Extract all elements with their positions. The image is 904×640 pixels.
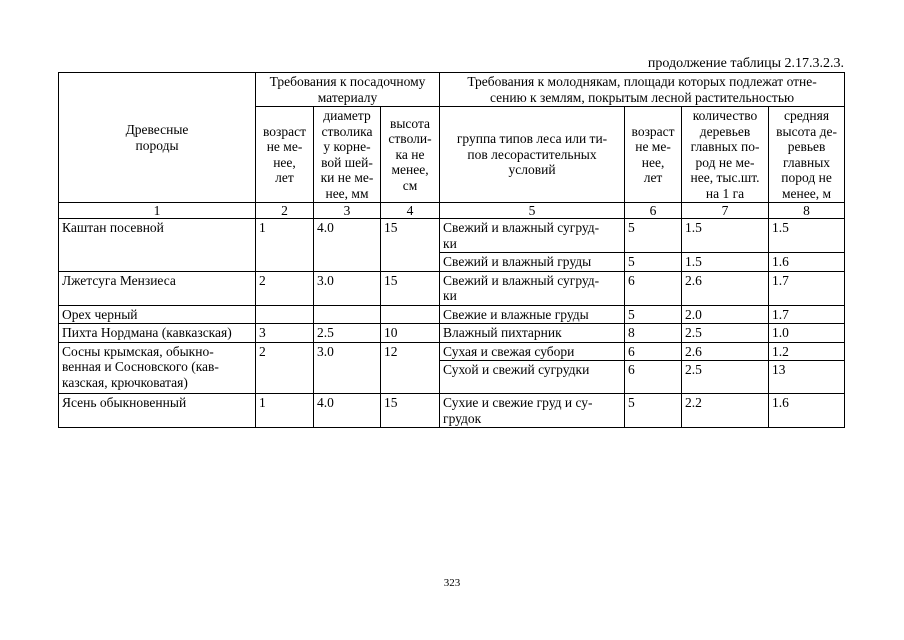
forest-type-cell: Сухие и свежие груд и су- грудок	[440, 394, 625, 428]
header-tree-count: количество деревьев главных по- род не ме- нее, тыс.шт. на 1 га	[682, 107, 769, 203]
forest-type-cell: Свежий и влажный груды	[440, 253, 625, 272]
column-number: 8	[769, 203, 845, 219]
tree-count-cell: 2.6	[682, 271, 769, 305]
species-cell: Орех черный	[59, 305, 256, 324]
table-row	[59, 394, 845, 428]
diameter-cell: 3.0	[314, 271, 381, 305]
species-cell: Каштан посевной	[59, 219, 256, 272]
young-age-cell: 6	[625, 361, 682, 394]
age-cell: 3	[256, 324, 314, 343]
diameter-cell: 2.5	[314, 324, 381, 343]
table-row	[59, 219, 845, 253]
species-cell: Ясень обыкновенный	[59, 394, 256, 428]
column-number: 7	[682, 203, 769, 219]
column-number: 3	[314, 203, 381, 219]
forest-type-cell: Влажный пихтарник	[440, 324, 625, 343]
age-cell: 2	[256, 271, 314, 305]
young-age-cell: 8	[625, 324, 682, 343]
tree-count-cell: 2.5	[682, 361, 769, 394]
header-group-planting: Требования к посадочному материалу	[256, 73, 440, 107]
diameter-cell: 3.0	[314, 342, 381, 394]
column-number: 1	[59, 203, 256, 219]
young-age-cell: 5	[625, 219, 682, 253]
header-group-young: Требования к молоднякам, площади которых подлежат отне- сению к землям, покрытым лесной растительностью	[440, 73, 845, 107]
header-height: высота стволи- ка не менее, см	[381, 107, 440, 203]
young-age-cell: 6	[625, 342, 682, 361]
tree-count-cell: 2.5	[682, 324, 769, 343]
height-cell: 15	[381, 219, 440, 272]
header-average-height: средняя высота де- ревьев главных пород не менее, м	[769, 107, 845, 203]
table-row	[59, 342, 845, 361]
tree-count-cell: 2.6	[682, 342, 769, 361]
species-cell: Сосны крымская, обыкно- венная и Сосновского (кав- казская, крючковатая)	[59, 342, 256, 394]
forest-type-cell: Свежие и влажные груды	[440, 305, 625, 324]
average-height-cell: 1.6	[769, 253, 845, 272]
average-height-cell: 13	[769, 361, 845, 394]
column-number: 2	[256, 203, 314, 219]
forest-type-cell: Сухая и свежая субори	[440, 342, 625, 361]
age-cell: 1	[256, 394, 314, 428]
header-age-young: возраст не ме- нее, лет	[625, 107, 682, 203]
species-cell: Пихта Нордмана (кавказская)	[59, 324, 256, 343]
page-number: 323	[443, 577, 461, 589]
column-number: 4	[381, 203, 440, 219]
table-row	[59, 324, 845, 343]
column-number: 5	[440, 203, 625, 219]
average-height-cell: 1.7	[769, 305, 845, 324]
average-height-cell: 1.6	[769, 394, 845, 428]
height-cell: 12	[381, 342, 440, 394]
column-number: 6	[625, 203, 682, 219]
header-diameter: диаметр стволика у корне- вой шей- ки не ме- нее, мм	[314, 107, 381, 203]
height-cell: 15	[381, 271, 440, 305]
forest-type-cell: Свежий и влажный сугруд- ки	[440, 219, 625, 253]
age-cell: 1	[256, 219, 314, 272]
average-height-cell: 1.5	[769, 219, 845, 253]
species-cell: Лжетсуга Мензиеса	[59, 271, 256, 305]
tree-count-cell: 1.5	[682, 253, 769, 272]
forest-type-cell: Сухой и свежий сугрудки	[440, 361, 625, 394]
species-requirements-table	[58, 72, 845, 428]
diameter-cell: 4.0	[314, 394, 381, 428]
average-height-cell: 1.0	[769, 324, 845, 343]
table-row	[59, 305, 845, 324]
diameter-cell: 4.0	[314, 219, 381, 272]
average-height-cell: 1.2	[769, 342, 845, 361]
young-age-cell: 6	[625, 271, 682, 305]
height-cell	[381, 305, 440, 324]
age-cell: 2	[256, 342, 314, 394]
header-forest-type: группа типов леса или ти- пов лесорастительных условий	[440, 107, 625, 203]
forest-type-cell: Свежий и влажный сугруд- ки	[440, 271, 625, 305]
table-caption: продолжение таблицы 2.17.3.2.3.	[647, 56, 844, 71]
young-age-cell: 5	[625, 305, 682, 324]
young-age-cell: 5	[625, 253, 682, 272]
young-age-cell: 5	[625, 394, 682, 428]
table-row	[59, 271, 845, 305]
average-height-cell: 1.7	[769, 271, 845, 305]
diameter-cell	[314, 305, 381, 324]
height-cell: 15	[381, 394, 440, 428]
tree-count-cell: 2.0	[682, 305, 769, 324]
tree-count-cell: 1.5	[682, 219, 769, 253]
header-species: Древесные породы	[59, 73, 256, 203]
tree-count-cell: 2.2	[682, 394, 769, 428]
age-cell	[256, 305, 314, 324]
height-cell: 10	[381, 324, 440, 343]
header-age: возраст не ме- нее, лет	[256, 107, 314, 203]
